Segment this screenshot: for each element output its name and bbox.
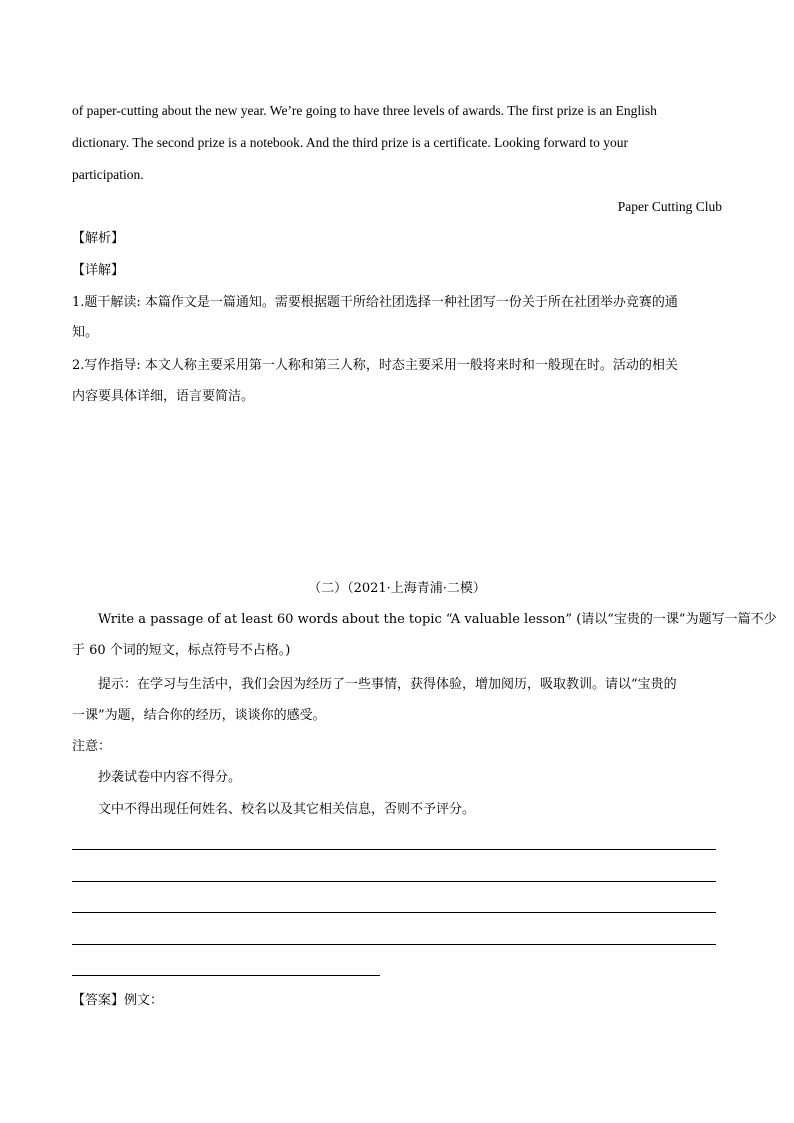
analysis-heading: 【解析】 bbox=[72, 231, 125, 246]
answer-writing-line bbox=[72, 849, 716, 850]
analysis-point-2-line-2: 内容要具体详细，语言要简洁。 bbox=[72, 389, 255, 404]
detail-heading: 【详解】 bbox=[72, 263, 125, 278]
analysis-point-1-line-1: 1.题干解读: 本篇作文是一篇通知。需要根据题干所给社团选择一种社团写一份关于所在社团举办竞赛的通 bbox=[72, 295, 678, 310]
question-2-title: （二）（2021·上海青浦·二模） bbox=[308, 581, 486, 596]
question-2-note-2: 文中不得出现任何姓名、校名以及其它相关信息，否则不予评分。 bbox=[98, 802, 476, 817]
answer-writing-line bbox=[72, 912, 716, 913]
essay-line-1: of paper-cutting about the new year. We’re going to have three levels of awards. The first prize is an English bbox=[72, 103, 657, 118]
essay-signature: Paper Cutting Club bbox=[617, 199, 722, 214]
question-2-prompt-line-2: 于 60 个词的短文，标点符号不占格。) bbox=[72, 643, 291, 658]
analysis-point-2-line-1: 2.写作指导: 本文人称主要采用第一人称和第三人称，时态主要采用一般将来时和一般现在时。活动的相关 bbox=[72, 358, 678, 373]
answer-writing-line bbox=[72, 881, 716, 882]
essay-line-2: dictionary. The second prize is a notebook. And the third prize is a certificate. Looking forward to your bbox=[72, 135, 628, 150]
answer-label: 【答案】例文： bbox=[72, 993, 164, 1008]
question-2-note-label: 注意： bbox=[72, 739, 112, 754]
answer-writing-line bbox=[72, 944, 716, 945]
question-2-hint-line-1: 提示：在学习与生活中，我们会因为经历了一些事情，获得体验，增加阅历，吸取教训。请以“宝贵的 bbox=[98, 677, 677, 692]
essay-line-3: participation. bbox=[72, 167, 144, 182]
answer-writing-line-short bbox=[72, 975, 380, 976]
question-2-hint-line-2: 一课”为题，结合你的经历，谈谈你的感受。 bbox=[72, 708, 326, 723]
analysis-point-1-line-2: 知。 bbox=[72, 325, 99, 340]
question-2-note-1: 抄袭试卷中内容不得分。 bbox=[98, 770, 242, 785]
question-2-prompt-line-1: Write a passage of at least 60 words about the topic “A valuable lesson” (请以“宝贵的一课”为题写一篇不少 bbox=[98, 612, 777, 627]
